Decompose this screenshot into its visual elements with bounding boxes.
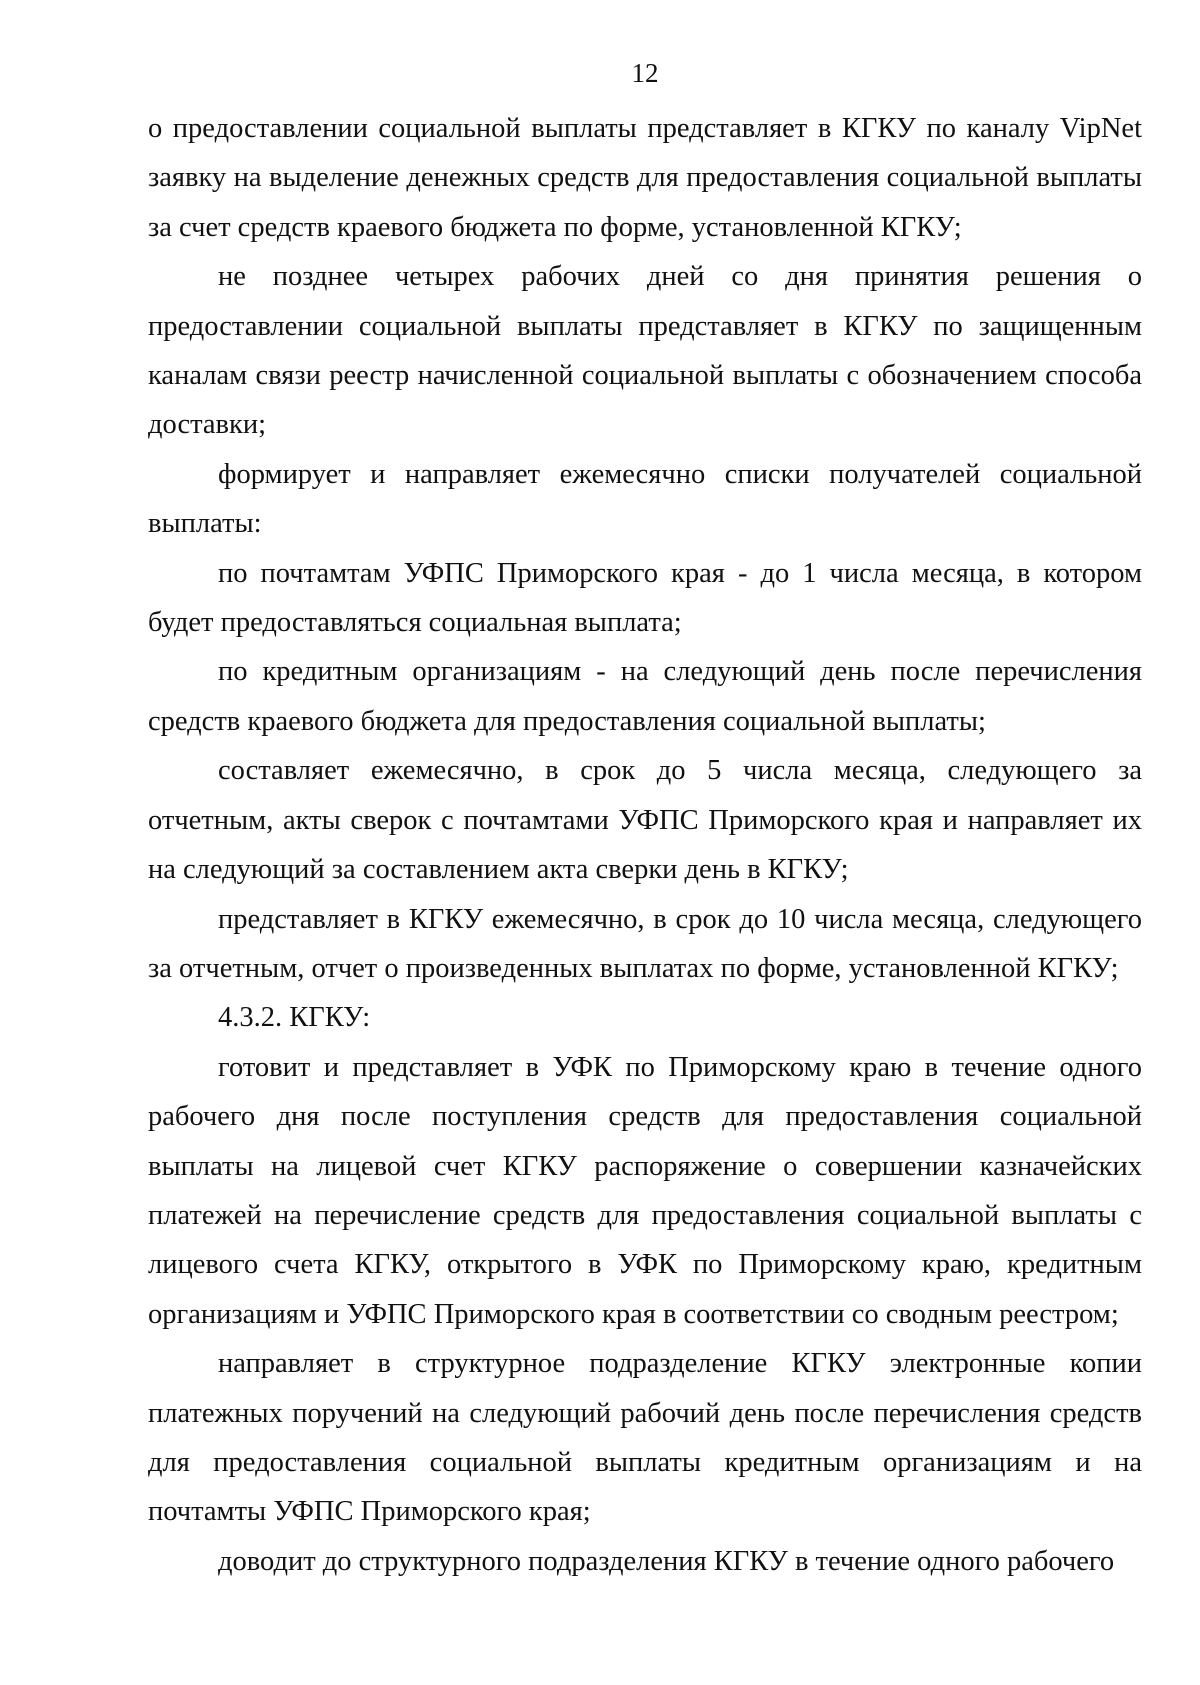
paragraph-reconciliation-acts: составляет ежемесячно, в срок до 5 числа месяца, следующего за отчетным, акты сверок с почтамтами УФПС Приморского края и направляет их на следующий за составлением акта сверки день в КГКУ; <box>148 755 1142 886</box>
document-body <box>148 104 1142 1586</box>
paragraph-post-offices: по почтамтам УФПС Приморского края - до 1 числа месяца, в котором будет предоставляться социальная выплата; <box>148 557 1142 639</box>
paragraph-registry-submission: не позднее четырех рабочих дней со дня принятия решения о предоставлении социальной выплаты представляет в КГКУ по защищенным каналам связи реестр начисленной социальной выплаты с обозначением способа доставки; <box>148 261 1142 441</box>
paragraph-payment-report: представляет в КГКУ ежемесячно, в срок до 10 числа месяца, следующего за отчетным, отчет о произведенных выплатах по форме, установленной КГКУ; <box>148 903 1142 984</box>
paragraph-truncated: доводит до структурного подразделения КГКУ в течение одного рабочего <box>218 1545 1115 1577</box>
section-heading-4-3-2: 4.3.2. КГКУ: <box>218 1002 371 1034</box>
paragraph-treasury-order: готовит и представляет в УФК по Приморскому краю в течение одного рабочего дня после поступления средств для предоставления социальной выплаты на лицевой счет КГКУ распоряжение о совершении казначейских платежей на перечисление средств для предоставления социальной выплаты с лицевого счета КГКУ, открытого в УФК по Приморскому краю, кредитным организациям и УФПС Приморского края в соответствии со сводным реестром; <box>148 1051 1142 1330</box>
paragraph-recipient-lists: формирует и направляет ежемесячно списки получателей социальной выплаты: <box>148 458 1142 540</box>
paragraph-continuation: о предоставлении социальной выплаты представляет в КГКУ по каналу VipNet заявку на выделение денежных средств для предоставления социальной выплаты за счет средств краевого бюджета по форме, установленной КГКУ; <box>148 113 1142 243</box>
paragraph-payment-copies: направляет в структурное подразделение КГКУ электронные копии платежных поручений на следующий рабочий день после перечисления средств для предоставления социальной выплаты кредитным организациям и на почтамты УФПС Приморского края; <box>148 1348 1142 1528</box>
paragraph-credit-organizations: по кредитным организациям - на следующий день после перечисления средств краевого бюджета для предоставления социальной выплаты; <box>148 656 1142 737</box>
page-number: 12 <box>631 58 659 88</box>
